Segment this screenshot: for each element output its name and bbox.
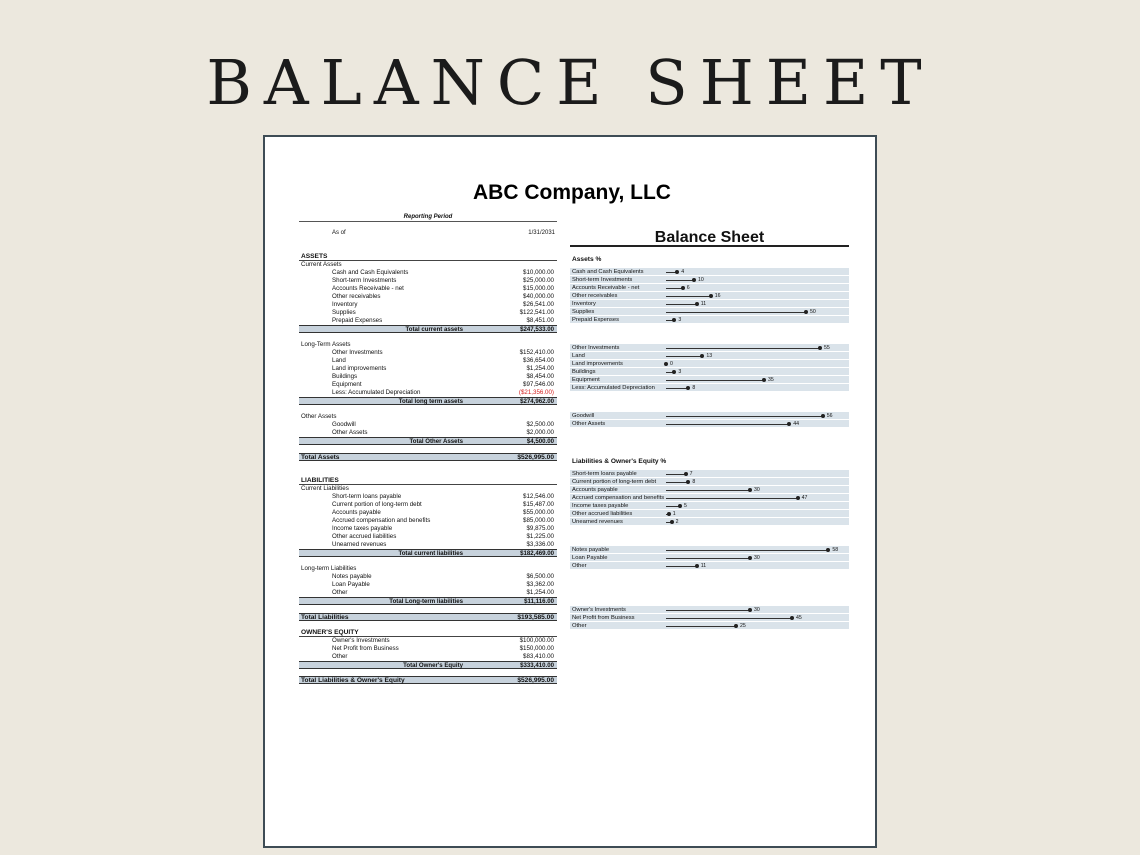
- chart-row-label: Short-term Investments: [572, 277, 633, 283]
- chart-row-label: Goodwill: [572, 413, 595, 419]
- subtotal-label: Total Other Assets: [409, 438, 463, 445]
- section-heading: OWNER'S EQUITY: [299, 628, 557, 637]
- chart-bar: [666, 280, 694, 281]
- chart-point: [709, 294, 713, 298]
- chart-row-label: Current portion of long-term debt: [572, 479, 657, 485]
- line-item-value: $2,500.00: [526, 421, 554, 428]
- chart-data-label: 35: [768, 377, 774, 383]
- chart-point: [678, 504, 682, 508]
- grand-total-label: Total Assets: [301, 454, 340, 461]
- chart-row: [570, 284, 849, 292]
- line-item-value: $15,000.00: [523, 285, 554, 292]
- chart-point: [818, 346, 822, 350]
- chart-row-label: Other receivables: [572, 293, 618, 299]
- subtotal-label: Total Long-term liabilities: [389, 598, 463, 605]
- chart-row-label: Accrued compensation and benefits: [572, 495, 665, 501]
- line-item-row: [299, 349, 557, 357]
- chart-data-label: 45: [796, 615, 802, 621]
- line-item-value: $10,000.00: [523, 269, 554, 276]
- chart-bar: [666, 304, 697, 305]
- line-item-row: [299, 357, 557, 365]
- line-item-row: [299, 493, 557, 501]
- chart-row: [570, 344, 849, 352]
- line-item-row: [299, 301, 557, 309]
- chart-data-label: 13: [706, 353, 713, 359]
- chart-row-label: Short-term loans payable: [572, 471, 637, 477]
- section-heading: LIABILITIES: [299, 476, 557, 485]
- chart-row-label: Other accrued liabilities: [572, 511, 633, 517]
- subsection-heading: Other Assets: [301, 413, 337, 420]
- subtotal-row: [299, 325, 557, 333]
- chart-row: [570, 300, 849, 308]
- chart-row: [570, 368, 849, 376]
- chart-title: Balance Sheet: [570, 229, 849, 247]
- chart-row: [570, 622, 849, 630]
- line-item-row: [299, 277, 557, 285]
- grand-total-row: [299, 676, 557, 684]
- reporting-period-label: Reporting Period: [299, 213, 557, 222]
- chart-bar: [666, 296, 711, 297]
- chart-body: [570, 247, 849, 630]
- subtotal-row: [299, 549, 557, 557]
- as-of-row: [299, 229, 557, 238]
- line-item-label: Accounts payable: [332, 509, 381, 516]
- line-item-value: $122,541.00: [519, 309, 554, 316]
- subtotal-row: [299, 437, 557, 445]
- line-item-label: Cash and Cash Equivalents: [332, 269, 409, 276]
- chart-bar: [666, 610, 750, 611]
- line-item-row: [299, 429, 557, 437]
- grand-total-row: [299, 453, 557, 461]
- line-item-row: [299, 373, 557, 381]
- chart-point: [796, 496, 800, 500]
- line-item-value: $8,451.00: [526, 317, 554, 324]
- chart-bar: [666, 312, 806, 313]
- subtotal-label: Total current assets: [405, 326, 463, 333]
- company-name: ABC Company, LLC: [473, 181, 671, 204]
- banner-title: BALANCE SHEET: [206, 46, 934, 119]
- subsection-heading: Long-term Liabilities: [301, 565, 357, 572]
- line-item-row: [299, 517, 557, 525]
- chart-data-label: 4: [681, 269, 685, 275]
- chart-data-label: 0: [670, 361, 673, 367]
- chart-bar: [666, 356, 702, 357]
- line-item-value: $150,000.00: [519, 645, 554, 652]
- line-item-label: Loan Payable: [332, 581, 370, 588]
- chart-row-label: Cash and Cash Equivalents: [572, 269, 644, 275]
- chart-group-heading: Liabilities & Owner's Equity %: [572, 458, 667, 465]
- line-item-label: Other receivables: [332, 293, 381, 300]
- chart-bar: [666, 474, 686, 475]
- chart-point: [667, 512, 671, 516]
- line-item-label: Short-term loans payable: [332, 493, 402, 500]
- line-item-label: Income taxes payable: [332, 525, 393, 532]
- chart-data-label: 3: [678, 369, 682, 375]
- chart-row: [570, 360, 849, 368]
- chart-bar: [666, 348, 820, 349]
- line-item-row: [299, 573, 557, 581]
- grand-total-value: $526,995.00: [517, 677, 554, 684]
- chart-point: [734, 624, 738, 628]
- chart-data-label: 47: [801, 495, 808, 501]
- chart-data-label: 16: [714, 293, 721, 299]
- line-item-label: Short-term Investments: [332, 277, 397, 284]
- subtotal-value: $247,533.00: [520, 326, 554, 333]
- grand-total-value: $193,585.00: [517, 614, 554, 621]
- chart-point: [787, 422, 791, 426]
- chart-data-label: 58: [832, 547, 839, 553]
- line-item-label: Equipment: [332, 381, 362, 388]
- line-item-value: $36,654.00: [523, 357, 554, 364]
- line-item-row: [299, 365, 557, 373]
- chart-bar: [666, 416, 823, 417]
- chart-data-label: 30: [754, 487, 760, 493]
- line-item-value: $25,000.00: [523, 277, 554, 284]
- chart-point: [826, 548, 830, 552]
- chart-row: [570, 486, 849, 494]
- line-item-value: $6,500.00: [526, 573, 554, 580]
- line-item-value: $3,336.00: [526, 541, 554, 548]
- line-item-value: $97,546.00: [523, 381, 554, 388]
- chart-data-label: 11: [700, 301, 707, 307]
- chart-bar: [666, 558, 750, 559]
- chart-bar: [666, 388, 688, 389]
- chart-row: [570, 292, 849, 300]
- chart-point: [695, 564, 699, 568]
- chart-row: [570, 352, 849, 360]
- chart-row: [570, 502, 849, 510]
- chart-row: [570, 470, 849, 478]
- subtotal-value: $274,962.00: [520, 398, 554, 405]
- chart-data-label: 50: [810, 309, 816, 315]
- chart-data-label: 7: [689, 471, 693, 477]
- chart-bar: [666, 380, 764, 381]
- subtotal-value: $182,469.00: [520, 550, 554, 557]
- grand-total-row: [299, 613, 557, 621]
- subtotal-value: $333,410.00: [520, 662, 554, 669]
- section-heading: ASSETS: [299, 252, 557, 261]
- line-item-value: $2,000.00: [526, 429, 554, 436]
- chart-bar: [666, 618, 792, 619]
- line-item-value: $3,362.00: [526, 581, 554, 588]
- chart-row: [570, 376, 849, 384]
- line-item-value: $152,410.00: [519, 349, 554, 356]
- chart-point: [762, 378, 766, 382]
- chart-point: [686, 480, 690, 484]
- percent-chart: [570, 229, 849, 630]
- chart-bar: [666, 566, 697, 567]
- chart-row-label: Inventory: [572, 301, 596, 307]
- line-item-label: Other accrued liabilities: [332, 533, 397, 540]
- chart-point: [821, 414, 825, 418]
- chart-row-label: Supplies: [572, 309, 595, 315]
- chart-point: [681, 286, 685, 290]
- chart-point: [790, 616, 794, 620]
- subtotal-label: Total Owner's Equity: [403, 662, 463, 669]
- chart-bar: [666, 490, 750, 491]
- line-item-value: $55,000.00: [523, 509, 554, 516]
- line-item-value: $1,254.00: [526, 589, 554, 596]
- chart-data-label: 8: [692, 385, 696, 391]
- chart-row: [570, 546, 849, 554]
- chart-row-label: Owner's Investments: [572, 607, 626, 613]
- line-item-row: [299, 541, 557, 549]
- chart-point: [664, 362, 668, 366]
- chart-row-label: Land improvements: [572, 361, 623, 367]
- chart-data-label: 5: [684, 503, 687, 509]
- chart-row-label: Other: [572, 563, 587, 569]
- line-item-label: Prepaid Expenses: [332, 317, 383, 324]
- chart-data-label: 25: [740, 623, 746, 629]
- chart-data-label: 11: [700, 563, 707, 569]
- chart-point: [695, 302, 699, 306]
- chart-point: [675, 270, 679, 274]
- chart-row-label: Unearned revenues: [572, 519, 623, 525]
- line-item-label: Other: [332, 653, 348, 660]
- line-item-label: Other Investments: [332, 349, 383, 356]
- line-item-row: [299, 269, 557, 277]
- balance-sheet-page: [263, 135, 877, 848]
- balance-table: [299, 213, 557, 684]
- grand-total-label: Total Liabilities & Owner's Equity: [301, 677, 405, 684]
- line-item-label: Accrued compensation and benefits: [332, 517, 431, 524]
- chart-row-label: Loan Payable: [572, 555, 608, 561]
- chart-point: [686, 386, 690, 390]
- chart-row-label: Equipment: [572, 377, 600, 383]
- line-item-value: $100,000.00: [519, 637, 554, 644]
- chart-row-label: Less: Accumulated Depreciation: [572, 385, 655, 391]
- chart-bar: [666, 482, 688, 483]
- chart-point: [672, 370, 676, 374]
- line-item-row: [299, 381, 557, 389]
- chart-row-label: Accounts Receivable - net: [572, 285, 640, 291]
- chart-point: [672, 318, 676, 322]
- subtotal-label: Total current liabilities: [398, 550, 463, 557]
- line-item-label: Less: Accumulated Depreciation: [332, 389, 421, 396]
- chart-row: [570, 412, 849, 420]
- chart-row: [570, 614, 849, 622]
- chart-point: [700, 354, 704, 358]
- chart-data-label: 55: [824, 345, 830, 351]
- line-item-value: $40,000.00: [523, 293, 554, 300]
- chart-row-label: Accounts payable: [572, 487, 618, 493]
- line-item-value: $9,875.00: [526, 525, 554, 532]
- balance-table-body: [299, 238, 557, 684]
- chart-row: [570, 308, 849, 316]
- grand-total-value: $526,995.00: [517, 454, 554, 461]
- line-item-value: $8,454.00: [526, 373, 554, 380]
- subsection-heading: Long-Term Assets: [301, 341, 351, 348]
- subtotal-label: Total long term assets: [398, 398, 463, 405]
- chart-point: [670, 520, 674, 524]
- chart-data-label: 3: [678, 317, 682, 323]
- line-item-value: $85,000.00: [523, 517, 554, 524]
- line-item-value: $26,541.00: [523, 301, 554, 308]
- line-item-value: $83,410.00: [523, 653, 554, 660]
- chart-row: [570, 384, 849, 392]
- line-item-label: Inventory: [332, 301, 358, 308]
- line-item-label: Supplies: [332, 309, 356, 316]
- line-item-row: [299, 637, 557, 645]
- chart-row: [570, 518, 849, 526]
- chart-row-label: Prepaid Expenses: [572, 317, 620, 323]
- line-item-row: [299, 509, 557, 517]
- line-item-label: Land: [332, 357, 346, 364]
- chart-bar: [666, 424, 789, 425]
- chart-row: [570, 494, 849, 502]
- chart-data-label: 10: [698, 277, 704, 283]
- chart-data-label: 30: [754, 607, 760, 613]
- chart-row: [570, 478, 849, 486]
- chart-data-label: 8: [692, 479, 696, 485]
- line-item-label: Accounts Receivable - net: [332, 285, 404, 292]
- chart-point: [748, 556, 752, 560]
- chart-point: [684, 472, 688, 476]
- subtotal-row: [299, 597, 557, 605]
- line-item-row: [299, 581, 557, 589]
- line-item-row: [299, 317, 557, 325]
- chart-row: [570, 510, 849, 518]
- chart-row: [570, 420, 849, 428]
- line-item-row: [299, 525, 557, 533]
- line-item-value: $1,225.00: [526, 533, 554, 540]
- chart-data-label: 1: [672, 511, 676, 517]
- chart-point: [804, 310, 808, 314]
- chart-data-label: 44: [793, 421, 799, 427]
- chart-bar: [666, 626, 736, 627]
- line-item-label: Land improvements: [332, 365, 387, 372]
- line-item-value: $15,487.00: [523, 501, 554, 508]
- chart-data-label: 56: [826, 413, 833, 419]
- line-item-label: Notes payable: [332, 573, 372, 580]
- chart-row-label: Other Assets: [572, 421, 606, 427]
- line-item-value: ($21,356.00): [518, 389, 554, 396]
- chart-point: [692, 278, 696, 282]
- chart-row-label: Land: [572, 353, 585, 359]
- chart-row-label: Net Profit from Business: [572, 615, 635, 621]
- chart-row-label: Income taxes payable: [572, 503, 629, 509]
- subsection-heading: Current Liabilities: [301, 485, 349, 492]
- line-item-label: Other: [332, 589, 348, 596]
- subtotal-row: [299, 397, 557, 405]
- chart-bar: [666, 550, 828, 551]
- grand-total-label: Total Liabilities: [301, 614, 349, 621]
- chart-row: [570, 316, 849, 324]
- line-item-label: Current portion of long-term debt: [332, 501, 422, 508]
- line-item-row: [299, 421, 557, 429]
- line-item-row: [299, 309, 557, 317]
- chart-group-heading: Assets %: [572, 256, 602, 263]
- chart-row: [570, 276, 849, 284]
- line-item-label: Buildings: [332, 373, 358, 380]
- line-item-row: [299, 645, 557, 653]
- subtotal-row: [299, 661, 557, 669]
- chart-row: [570, 562, 849, 570]
- subsection-heading: Current Assets: [301, 261, 342, 268]
- line-item-row: [299, 533, 557, 541]
- chart-data-label: 30: [754, 555, 760, 561]
- chart-data-label: 2: [675, 519, 679, 525]
- subtotal-value: $4,500.00: [526, 438, 554, 445]
- line-item-row: [299, 293, 557, 301]
- line-item-row: [299, 389, 557, 397]
- chart-data-label: 6: [686, 285, 690, 291]
- as-of-label: As of: [332, 230, 346, 236]
- line-item-label: Net Profit from Business: [332, 645, 399, 652]
- chart-point: [748, 608, 752, 612]
- chart-bar: [666, 498, 798, 499]
- line-item-label: Goodwill: [332, 421, 356, 428]
- chart-row-label: Other Investments: [572, 345, 620, 351]
- line-item-row: [299, 589, 557, 597]
- chart-row-label: Notes payable: [572, 547, 610, 553]
- chart-row-label: Other: [572, 623, 587, 629]
- line-item-row: [299, 285, 557, 293]
- line-item-label: Other Assets: [332, 429, 368, 436]
- chart-row-label: Buildings: [572, 369, 596, 375]
- line-item-row: [299, 501, 557, 509]
- line-item-row: [299, 653, 557, 661]
- line-item-label: Unearned revenues: [332, 541, 387, 548]
- chart-row: [570, 606, 849, 614]
- chart-point: [748, 488, 752, 492]
- subtotal-value: $11,116.00: [524, 598, 554, 605]
- chart-row: [570, 554, 849, 562]
- line-item-value: $1,254.00: [526, 365, 554, 372]
- as-of-value: 1/31/2031: [528, 230, 555, 236]
- chart-row: [570, 268, 849, 276]
- line-item-value: $12,546.00: [523, 493, 554, 500]
- line-item-label: Owner's Investments: [332, 637, 390, 644]
